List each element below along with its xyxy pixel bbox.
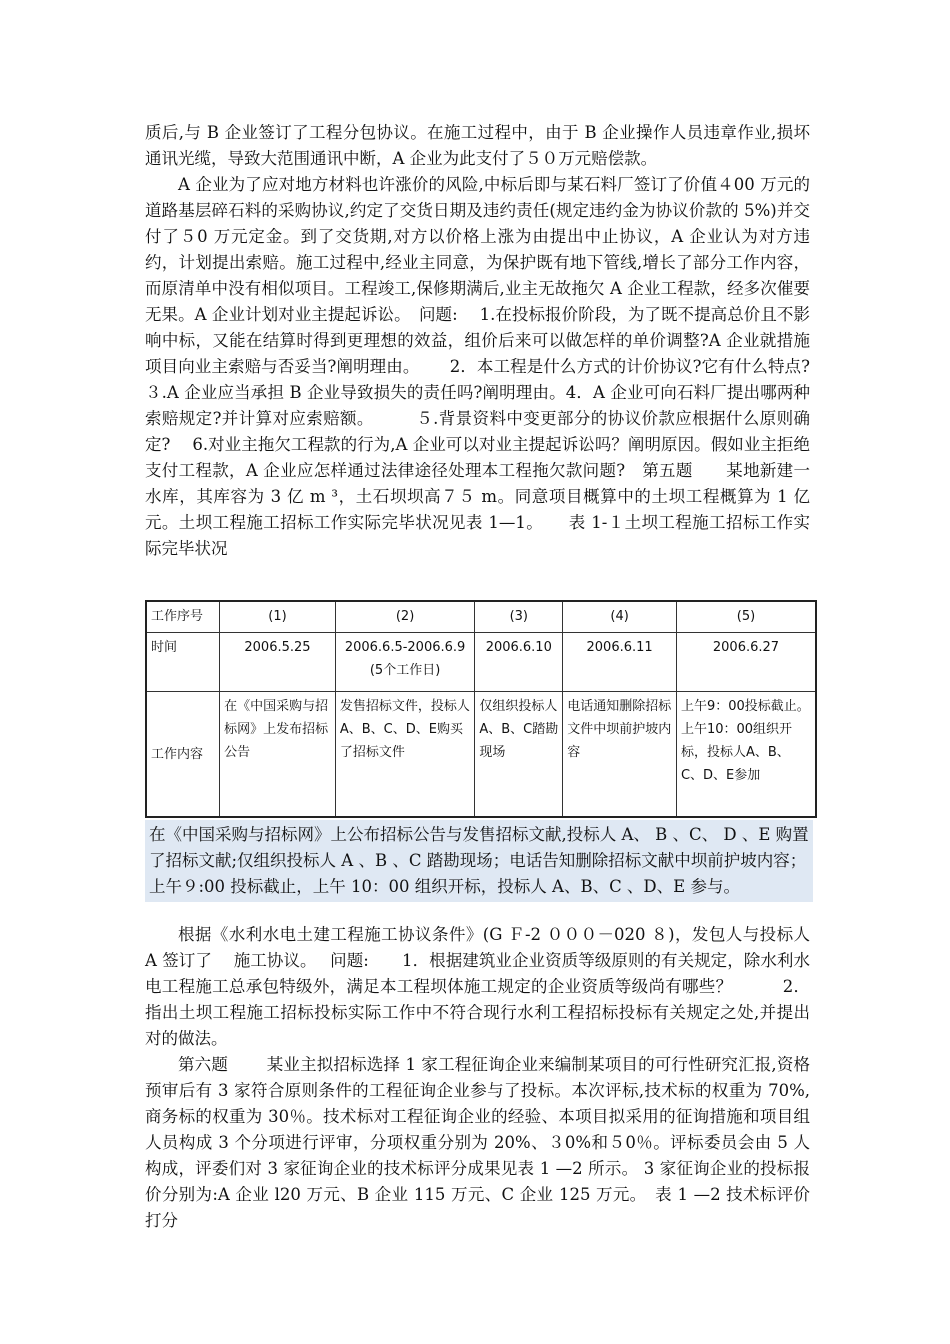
paragraph: 质后,与 B 企业签订了工程分包协议。在施工过程中，由于 B 企业操作人员违章作业,损坏通讯光缆，导致大范围通讯中断，A 企业为此支付了５０万元赔偿款。 bbox=[145, 123, 810, 168]
cell-no: (3) bbox=[475, 601, 563, 633]
cell-time: 2006.6.10 bbox=[475, 633, 563, 692]
paragraph: A 企业为了应对地方材料也许涨价的风险,中标后即与某石料厂签订了价值４00 万元的道路基层碎石料的采购协议,约定了交货日期及违约责任(规定违约金为协议价款的 5%)并交付了５0 万元定金。到了交货期,对方以价格上涨为由提出中止协议，A 企业认为对方违约，计划提出索赔。施工过程中,经业主同意，为保护既有地下管线,增长了部分工作内容，而原清单中没有相似项目。工程竣工,保修期满后,业主无故拖欠 A 企业工程款，经多次催要无果。A 企业计划对业主提起诉讼。 问题: 1.在投标报价阶段，为了既不提高总价且不影响中标，又能在结算时得到更理想的效益，组价后来可以做怎样的单价调整?A 企业就措施项目向业主索赔与否妥当?阐明理由。 2．本工程是什么方式的计价协议?它有什么特点? ３.A 企业应当承担 B 企业导致损失的责任吗?阐明理由。4．A 企业可向石料厂提出哪两种索赔规定?并计算对应索赔额。 ５.背景资料中变更部分的协议价款应根据什么原则确定? 6.对业主拖欠工程款的行为,A 企业可以对业主提起诉讼吗？阐明原因。假如业主拒绝支付工程款，A 企业应怎样通过法律途径处理本工程拖欠款问题? 第五题 某地新建一水库，其库容为 3 亿 m ³，土石坝坝高７５ m。同意项目概算中的土坝工程概算为 1 亿元。土坝工程施工招标工作实际完毕状况见表 1—1。 表 1-１土坝工程施工招标工作实际完毕状况 bbox=[145, 175, 843, 558]
cell-content: 电话通知删除招标文件中坝前护坡内容 bbox=[563, 692, 677, 818]
cell-time: 2006.5.25 bbox=[220, 633, 336, 692]
cell-no: (2) bbox=[335, 601, 475, 633]
cell-time: 2006.6.11 bbox=[563, 633, 677, 692]
cell-no: (4) bbox=[563, 601, 677, 633]
cell-content: 在《中国采购与招标网》上发布招标公告 bbox=[220, 692, 336, 818]
cell-no: (1) bbox=[220, 601, 336, 633]
cell-content: 上午9：00投标截止。上午10：00组织开标，投标人A、B、C、D、E参加 bbox=[676, 692, 816, 818]
row-header-content: 工作内容 bbox=[146, 692, 220, 818]
table-row bbox=[146, 601, 816, 633]
highlighted-paragraph: 在《中国采购与招标网》上公布招标公告与发售招标文献,投标人 A、 B 、C、 D 、E 购置了招标文献;仅组织投标人 A 、B 、C 踏勘现场；电话告知删除招标文献中坝前护坡内容；上午９:00 投标截止，上午 10：00 组织开标，投标人 A、B、C 、D、E 参与。 bbox=[145, 820, 813, 902]
body-text-bottom bbox=[145, 922, 810, 1234]
cell-no: (5) bbox=[676, 601, 816, 633]
paragraph: 第六题 某业主拟招标选择 1 家工程征询企业来编制某项目的可行性研究汇报,资格预审后有 3 家符合原则条件的工程征询企业参与了投标。本次评标,技术标的权重为 70%,商务标的权重为 30％。技术标对工程征询企业的经验、本项目拟采用的征询措施和项目组人员构成 3 个分项进行评审，分项权重分别为 20%、３0%和５0％。评标委员会由 5 人构成，评委们对 3 家征询企业的技术标评分成果见表 1 —2 所示。 3 家征询企业的投标报价分别为:A 企业 l20 万元、B 企业 115 万元、C 企业 125 万元。 表 1 —2 技术标评价打分 bbox=[145, 1055, 810, 1230]
cell-time: 2006.6.5-2006.6.9 (5个工作日) bbox=[335, 633, 475, 692]
row-header-no: 工作序号 bbox=[146, 601, 220, 633]
table-row bbox=[146, 633, 816, 692]
cell-content: 仅组织投标人A、B、C踏勘现场 bbox=[475, 692, 563, 818]
table-row bbox=[146, 692, 816, 818]
cell-content: 发售招标文件，投标人A、B、C、D、E购买了招标文件 bbox=[335, 692, 475, 818]
body-text-top bbox=[145, 120, 843, 562]
row-header-time: 时间 bbox=[146, 633, 220, 692]
paragraph: 根据《水利水电土建工程施工协议条件》(G Ｆ-2 ０００－020 ８)，发包人与投标人 A 签订了 施工协议。 问题: 1．根据建筑业企业资质等级原则的有关规定，除水利水电工程施工总承包特级外，满足本工程坝体施工规定的企业资质等级尚有哪些？ 2．指出土坝工程施工招标投标实际工作中不符合现行水利工程招标投标有关规定之处,并提出对的做法。 bbox=[145, 925, 810, 1048]
cell-time: 2006.6.27 bbox=[676, 633, 816, 692]
table-1-1 bbox=[145, 600, 817, 818]
